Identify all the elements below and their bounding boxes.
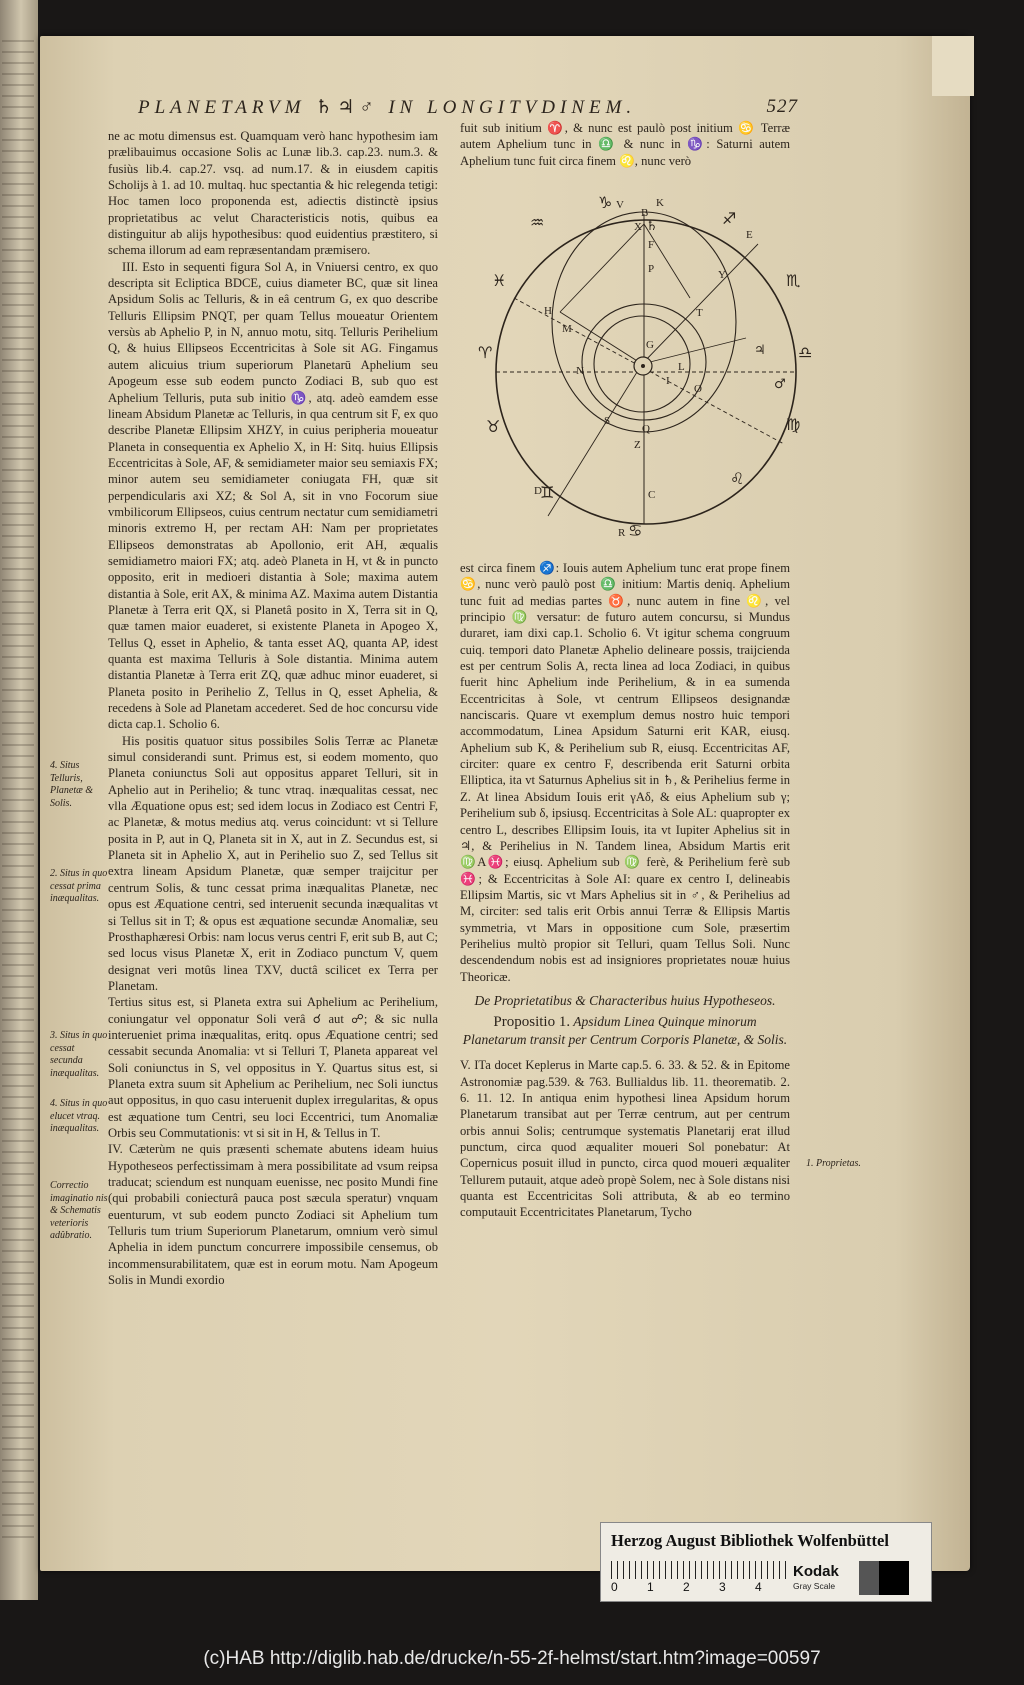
capricorn-icon: ♑ <box>598 194 613 212</box>
right-column-top <box>460 120 790 169</box>
paragraph: fuit sub initium ♈, & nunc est paulò post initium ♋ Terræ autem Aphelium tunc in ♎ & nunc in ♑: Saturni autem Aphelium tunc fuit circa finem ♌, nunc verò <box>460 121 790 168</box>
diagram-letter: D <box>534 485 542 497</box>
paragraph: est circa finem ♐: Iouis autem Aphelium tunc erat prope finem ♋, nunc verò paulò post ♎ initium: Martis deniq. Aphelium tunc fuit ad medias partes ♉, nunc autem in fine ♌, vel principio ♍ versatur: de futuro autem concursu, si Mundus duraret, iam dixi cap.1. Scholio 6. Vt igitur schema congruum cuiq. tempori dato Planetæ Aphelio delineare possis, traijcienda est per centrum Solis A, recta linea ad loca Zodiaci, in quibus fuerit hinc Aphelium inde Perihelium, & in ea sumenda Eccentricitas à Sole, vt centrum Ellipseos designandæ nanciscaris. Quare vt exemplum demus nostro huic tempori accommodatum, Linea Apsidum Saturni erit KAR, eiusq. Aphelium sub K, & Perihelium sub R, eiusq. Eccentricitas AF, circiter: quare ex centro F, describenda erit Saturni orbita Elliptica, ita vt Saturnus Aphelius sit in ♄, & Perihelius ferme in Z. At linea Absidum Iouis erit γAδ, & eius Aphelium sub γ; Perihelium sub δ, ipsiusq. Eccentricitas à Sole AL: quapropter ex centro L, describes Ellipsim Iouis, ita vt Iupiter Aphelius sit in ♃, & Perihelius in N. Tandem linea, Absidum Martis erit ♍A♓; eiusq. Aphelium sub ♍ ferè, & Perihelium ferè sub ♓; & Eccentricitas à Sole AI: quare ex centro I, delineabis Ellipsim Martis, sic vt Mars Aphelius sit in ♂, & Perihelius ad M, circiter: sed talis erit Orbis annui Terræ & Ellipsis Martis symmetria, vt Mars in oppositione cum Sole, præsertim Perihelius multò propior sit Telluri, quam Tellus Soli. Nunc descendendum nobis est ad insigniores proprietates nouæ huius Theoricæ. <box>460 561 790 984</box>
cancer-icon: ♋ <box>628 521 643 540</box>
paragraph: ne ac motu dimensus est. Quamquam verò hanc hypothesim iam prælibauimus occasione Solis ac Lunæ lib.3. cap.23. num.3. & fusiùs lib.4. cap.27. vsq. ad num.17. & in eiusdem capitis Scholijs à 1. ad 10. multaq. huc spectantia & hic relegenda tetigi: Hoc tamen loco proponenda est, adiectis distinctè ipsius proprietatibus ac velut Characteristicis notis, quibus ea distinguitur ab alijs hypothesibus: quod euidentius præstitero, si schema illorum ad eam repræsentandam præmisero. <box>108 129 438 258</box>
leo-icon: ♌ <box>730 469 745 488</box>
taurus-icon: ♉ <box>486 417 501 436</box>
paragraph: III. Esto in sequenti figura Sol A, in Vniuersi centro, ex quo descripta sit Ecliptica BDCE, cuius diameter BC, quæ sit linea Apsidum Solis ac Telluris, & in eâ centrum G, ex quo describe Telluris Ellipsim PNQT, per quam Tellus moueatur Orientem versùs ab Aphelio P, in N, annuo motu, sitq. Telluris Perihelium Q, & huius Ellipseos Eccentricitas à Sole sit AG. Fingamus autem alicuius trium superiorum Planetarū Aphelium seu Apogeum esse sub eodem puncto Zodiaci B, sub quo est Aphelium Telluris, puta sub initio ♑, atq. adeò eamdem esse lineam Absidum Planetæ ac Telluris, in qua centrum sit F, ex quo describe Planetæ Ellipsim XHZY, in cuius peripheria moueatur Planeta in consequentia ex Aphelio X, in H: Sitq. huius Ellipsis Eccentricitas à Sole, AF, & semidiameter maior seu semiaxis FX; minor autem seu semidiameter coniugata FH, quæ sit perpendicularis axi XZ; & Sol A, sit in vno Focorum siue vmbilicorum Ellipseos, cuius centrum nectatur cum semidiametri minoris extremo H, per rectam AH: Nam per proprietates Ellipseos demonstratas ab Apollonio, erit AH, æqualis semidiametro maiori FX; atq. adeò Planeta in H, vt & in puncto opposito, erit in medioeri distantia à Sole; maxima autem distantia à Sole, erit AX, & minima AZ. Maxima autem Distantia Planetæ à Terra erit QX, si Planetâ posito in X, Terra sit in Q, quæ tamen maior euaderet, si existente Planeta in Apogeo X, Tellus Q, esset in Aphelio, & tanta esset AQ, quanta AP, idest quanta est maxima Telluris à Sole distantia. Minima autem distantia Planetæ à Terra erit ZQ, quæ adhuc minor euaderet, si Planeta posito in Perihelio Z, Tellus in Q, esset Aphelia, & recedens à Sole ad Planetam accederet. Sed de hoc concursu vide dicta cap.1. Scholio 6. <box>108 259 438 732</box>
kodak-logo: Kodak <box>793 1563 839 1580</box>
ruler-tick: 1 <box>647 1580 654 1594</box>
ruler-tick: 3 <box>719 1580 726 1594</box>
adjacent-page-edge <box>0 0 38 1600</box>
margin-note: 3. Situs in quo cessat secunda inæqualitas. <box>50 1030 108 1079</box>
library-name: Herzog August Bibliothek Wolfenbüttel <box>611 1531 889 1550</box>
mars-icon: ♂ <box>774 377 786 392</box>
aries-icon: ♈ <box>478 343 493 362</box>
source-footer: (c)HAB http://diglib.hab.de/drucke/n-55-2f-helmst/start.htm?image=00597 <box>203 1648 821 1669</box>
diagram-letter: R <box>618 527 626 539</box>
diagram-letter: Y <box>718 269 726 281</box>
gray-scale-label: Gray Scale <box>793 1581 836 1591</box>
diagram-letter: P <box>648 263 655 275</box>
ruler-tick: 2 <box>683 1580 690 1594</box>
aquarius-icon: ♒ <box>530 213 545 232</box>
diagram-letter: Q <box>642 423 650 435</box>
margin-note: 4. Situs Telluris, Planetæ & Solis. <box>50 760 94 809</box>
paragraph: His positis quatuor situs possibiles Solis Terræ ac Planetæ simul considerandi sunt. Primus est, si eodem momento, quo Planeta coniunctus Soli aut oppositus apparet Telluri, sit in Aphelio aut in Perihelio; & tunc vtraq. inæqualitas cessat, nec vlla Æquatione opus est; sed idem locus in Zodiaco est Centri F, ac Planetæ, & motus medius atq. verus coincidunt: vt si Tellure posita in P, aut in Q, Planeta sit in X, aut in Z. Secundus est, si Planeta sit in Aphelio X, aut in Perihelio suo Z, sed Tellus sit extra lineam Apsidum Planetæ, quæ semper traijcitur per centrum Solis, & tunc cessat prima inæqualitas Planetæ, nec opus est Æquatione centri, sed interuenit secunda inæqualitas vt si Tellus sit in T; & opus est æquatione secundæ Anomaliæ, seu Prosthaphæresi Orbis: nam locus verus centri F, erit sub B, aut C; sed locus visus Planetæ X, erit in Zodiaco punctum V, quem designat veri motûs linea TXV, ductâ scilicet ex Terra per Planetam. <box>108 733 438 993</box>
diagram-letter: V <box>616 199 624 211</box>
pisces-icon: ♓ <box>492 271 507 290</box>
gemini-icon: ♊ <box>540 483 555 502</box>
section-title: De Proprietatibus & Characteribus huius Hypotheseos. <box>474 992 776 1008</box>
left-column <box>108 128 438 1288</box>
gray-swatch <box>859 1561 909 1595</box>
running-header <box>138 96 798 119</box>
diagram-letter: F <box>648 239 655 251</box>
paragraph: V. ITa docet Keplerus in Marte cap.5. 6. 33. & 52. & in Epitome Astronomiæ pag.539. & 763. Bullialdus lib. 11. theorematib. 2. 6. 11. 12. In antiqua enim hypothesi linea Apsidum horum Planetarum transibat aut per Terræ centrum, aut per centrum orbis annui Solis; centrumque systematis Planetarij erat illud punctum, circa quod æqualiter moueri Sol ponebatur: At Copernicus posuit illud in puncto, circa quod moueri æqualiter Tellurem putauit, atque adeò propè Solem, nec à Sole distans nisi quanta est Eccentricitas Soli attributa, & ab eo termino computauit Eccentricitates Planetarum, Tycho <box>460 1058 790 1220</box>
sagittarius-icon: ♐ <box>722 209 737 228</box>
ruler-tick: 4 <box>755 1580 762 1594</box>
proposition <box>460 1013 790 1049</box>
diagram-letter: G <box>646 339 654 351</box>
diagram-letter: O <box>694 383 702 395</box>
saturn-icon: ♄ <box>646 219 658 234</box>
margin-note: 4. Situs in quo elucet vtraq. inæqualitas. <box>50 1098 108 1134</box>
diagram-letter: E <box>746 229 753 241</box>
right-column <box>460 560 790 1221</box>
diagram-letter: K <box>656 197 664 209</box>
virgo-icon: ♍ <box>786 415 801 434</box>
diagram-letter: N <box>576 365 584 377</box>
scorpio-icon: ♏ <box>786 271 801 290</box>
margin-note: Correctio imaginatio nis & Schematis veterioris adûbratio. <box>50 1180 108 1241</box>
libra-icon: ♎ <box>798 343 813 362</box>
paragraph: IV. Cæterùm ne quis præsenti schemate abutens ideam huius Hypotheseos perfectissimam à mera possibilitate ad vsum reipsa traducat; sciendum est nunquam euenisse, nec posito Mundi fine (qui probabili coniecturâ pauca post sæcula speratur) vnquam euenturum, vt sub eodem puncto Zodiaci sit Aphelium tum Telluris tum trium Superiorum Planetarum, omnium verò simul Aphelia in idem punctum concurrere impossibile censemus, ob incommensurabilitatem, quæ est in eorum motu. Nam Apogeum Solis in Mundi exordio <box>108 1142 438 1288</box>
diagram-letter: L <box>678 361 685 373</box>
diagram-letter: H <box>544 305 552 317</box>
margin-note-right: 1. Proprietas. <box>806 1158 861 1169</box>
diagram-letter: Z <box>634 439 641 451</box>
proposition-text: Apsidum Linea Quinque minorum Planetarum transit per Centrum Corporis Planetæ, & Solis. <box>462 1014 788 1048</box>
page-number: 527 <box>766 96 798 117</box>
margin-note: 2. Situs in quo cessat prima inæqualitas. <box>50 868 108 904</box>
ruler-ticks <box>611 1580 801 1594</box>
diagram-letter: C <box>648 489 656 501</box>
paragraph: Tertius situs est, si Planeta extra sui Aphelium ac Perihelium, coniungatur vel opponatur Soli verâ ☌ aut ☍; & sic nulla interueniet prima inæqualitas, eritq. opus Æquatione centri; sed cessabit secunda Anomalia: vt si Telluri T, Planeta appareat vel Soli coniunctus in S, vel oppositus in Y. Quartus situs est, si Planeta extra suum sit Aphelium ac Perihelium, nec Soli iunctus aut oppositus, in quo casu interuenit duplex irregularitas, & opus est æquatione tum Centri, seu loci Eccentrici, tum Anomaliæ Orbis seu Commutationis: vt si sit in H, & Tellus in T. <box>108 995 438 1140</box>
diagram-letter: B <box>641 207 649 219</box>
diagram-letter: M <box>562 323 572 335</box>
ruler-tick: 0 <box>611 1580 618 1594</box>
diagram-letter: S <box>604 415 611 427</box>
ruler-scale <box>611 1561 789 1579</box>
orbit-diagram <box>478 194 816 546</box>
jupiter-icon: ♃ <box>754 343 766 358</box>
diagram-letter: X <box>634 221 642 233</box>
library-label <box>600 1522 932 1602</box>
diagram-letter: T <box>696 307 703 319</box>
diagram-letter: I <box>666 375 670 387</box>
proposition-label: Propositio 1. <box>493 1014 571 1031</box>
header-title: PLANETARVM ♄♃♂ IN LONGITVDINEM. <box>138 97 637 118</box>
